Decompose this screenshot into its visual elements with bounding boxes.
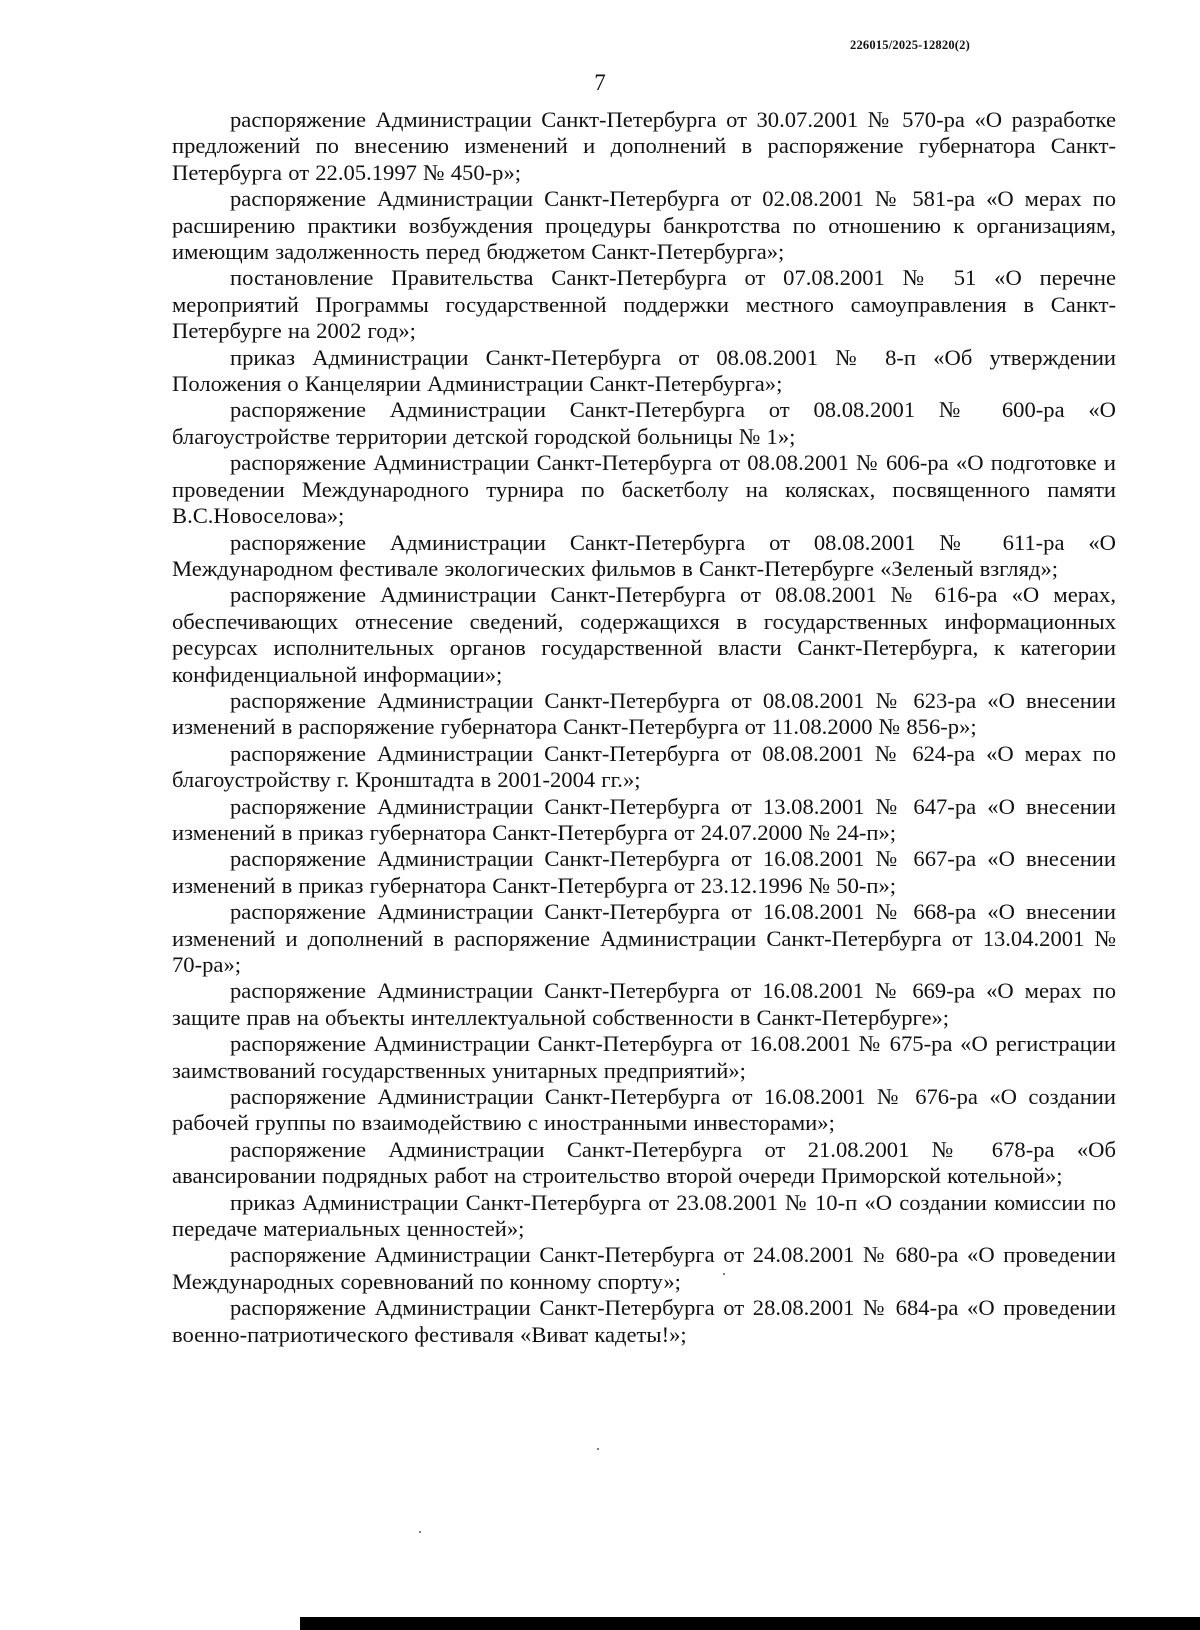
list-item: распоряжение Администрации Санкт-Петербурга от 16.08.2001 № 675-ра «О регистрации заимствований государственных унитарных предприятий»; <box>172 1031 1116 1083</box>
list-item: распоряжение Администрации Санкт-Петербурга от 16.08.2001 № 667-ра «О внесении изменений в приказ губернатора Санкт-Петербурга от 23.12.1996 № 50-п»; <box>172 846 1116 898</box>
list-item: распоряжение Администрации Санкт-Петербурга от 13.08.2001 № 647-ра «О внесении изменений в приказ губернатора Санкт-Петербурга от 24.07.2000 № 24-п»; <box>172 793 1116 845</box>
document-registration-number: 226015/2025-12820(2) <box>850 38 970 52</box>
list-item: постановление Правительства Санкт-Петербурга от 07.08.2001 № 51 «О перечне мероприятий Программы государственной поддержки местного самоуправления в Санкт-Петербурге на 2002 год»; <box>172 265 1116 344</box>
document-body <box>172 107 1116 1348</box>
list-item: распоряжение Администрации Санкт-Петербурга от 08.08.2001 № 616-ра «О мерах, обеспечивающих отнесение сведений, содержащихся в государственных информационных ресурсах исполнительных органов государственной власти Санкт-Петербурга, к категории конфиденциальной информации»; <box>172 582 1116 687</box>
scan-speck <box>723 1273 725 1275</box>
list-item: распоряжение Администрации Санкт-Петербурга от 02.08.2001 № 581-ра «О мерах по расширению практики возбуждения процедуры банкротства по отношению к организациям, имеющим задолженность перед бюджетом Санкт-Петербурга»; <box>172 186 1116 265</box>
page-number: 7 <box>594 70 606 95</box>
list-item: распоряжение Администрации Санкт-Петербурга от 21.08.2001 № 678-ра «Об авансировании подрядных работ на строительство второй очереди Приморской котельной»; <box>172 1136 1116 1189</box>
scan-border-artifact <box>300 1617 1200 1630</box>
scan-speck <box>597 1448 599 1450</box>
list-item: распоряжение Администрации Санкт-Петербурга от 08.08.2001 № 600-ра «О благоустройстве территории детской городской больницы № 1»; <box>172 397 1116 449</box>
scan-speck <box>419 1531 421 1533</box>
list-item: распоряжение Администрации Санкт-Петербурга от 30.07.2001 № 570-ра «О разработке предложений по внесению изменений и дополнений в распоряжение губернатора Санкт-Петербурга от 22.05.1997 № 450-р»; <box>172 107 1116 185</box>
list-item: приказ Администрации Санкт-Петербурга от 08.08.2001 № 8-п «Об утверждении Положения о Канцелярии Администрации Санкт-Петербурга»; <box>172 344 1116 397</box>
list-item: распоряжение Администрации Санкт-Петербурга от 24.08.2001 № 680-ра «О проведении Международных соревнований по конному спорту»; <box>172 1242 1116 1294</box>
list-item: распоряжение Администрации Санкт-Петербурга от 16.08.2001 № 676-ра «О создании рабочей группы по взаимодействию с иностранными инвесторами»; <box>172 1084 1116 1136</box>
list-item: распоряжение Администрации Санкт-Петербурга от 08.08.2001 № 606-ра «О подготовке и проведении Международного турнира по баскетболу на колясках, посвященного памяти В.С.Новоселова»; <box>172 450 1116 529</box>
list-item: распоряжение Администрации Санкт-Петербурга от 16.08.2001 № 668-ра «О внесении изменений и дополнений в распоряжение Администрации Санкт-Петербурга от 13.04.2001 № 70-ра»; <box>172 899 1116 977</box>
list-item: распоряжение Администрации Санкт-Петербурга от 28.08.2001 № 684-ра «О проведении военно-патриотического фестиваля «Виват кадеты!»; <box>172 1295 1116 1347</box>
list-item: приказ Администрации Санкт-Петербурга от 23.08.2001 № 10-п «О создании комиссии по передаче материальных ценностей»; <box>172 1189 1116 1242</box>
list-item: распоряжение Администрации Санкт-Петербурга от 08.08.2001 № 611-ра «О Международном фестивале экологических фильмов в Санкт-Петербурге «Зеленый взгляд»; <box>172 529 1116 581</box>
list-item: распоряжение Администрации Санкт-Петербурга от 16.08.2001 № 669-ра «О мерах по защите прав на объекты интеллектуальной собственности в Санкт-Петербурге»; <box>172 978 1116 1030</box>
list-item: распоряжение Администрации Санкт-Петербурга от 08.08.2001 № 623-ра «О внесении изменений в распоряжение губернатора Санкт-Петербурга от 11.08.2000 № 856-р»; <box>172 687 1116 740</box>
list-item: распоряжение Администрации Санкт-Петербурга от 08.08.2001 № 624-ра «О мерах по благоустройству г. Кронштадта в 2001-2004 гг.»; <box>172 740 1116 793</box>
